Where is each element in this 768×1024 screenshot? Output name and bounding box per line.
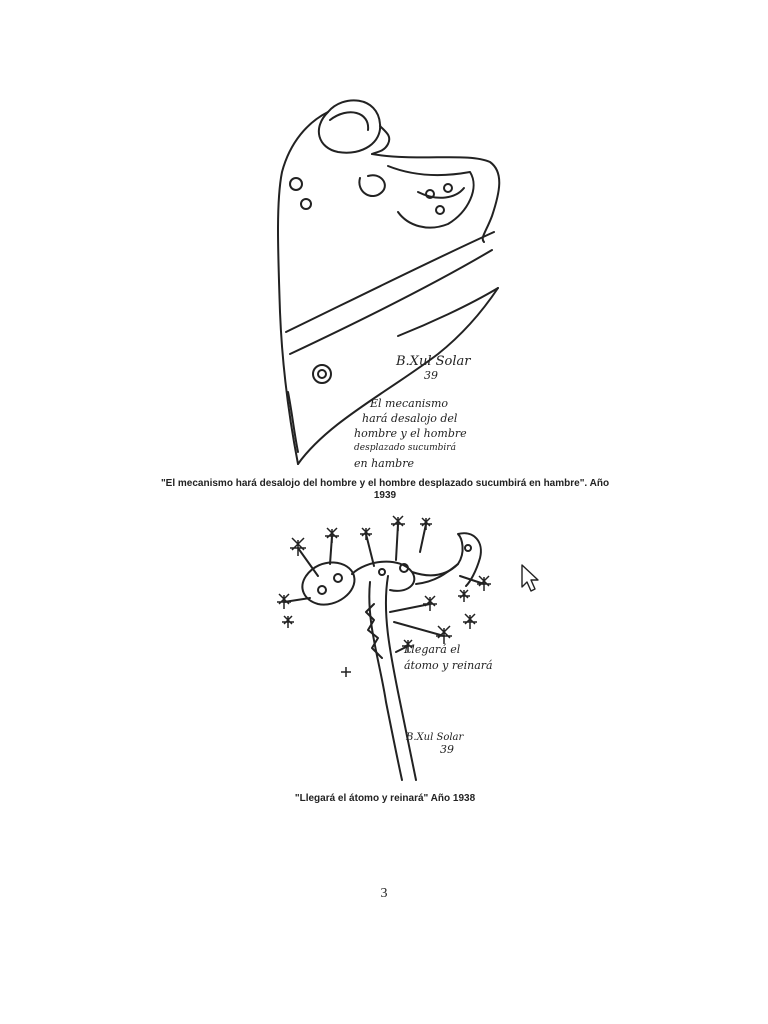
arrow-cursor-icon [520, 563, 542, 593]
inscription-line: en hambre [354, 457, 414, 470]
inscription-line: El mecanismo [370, 397, 449, 410]
figure-caption: "Llegará el átomo y reinará" Año 1938 [294, 793, 476, 804]
handwritten-inscription [354, 396, 512, 471]
inscription-line: desplazado sucumbirá [354, 443, 456, 453]
inscription-line: átomo y reinará [404, 659, 493, 672]
signature-text: B.Xul Solar [396, 354, 471, 369]
page-number: 3 [380, 886, 388, 901]
inscription-line: hará desalojo del [362, 412, 458, 425]
signature-year: 39 [424, 369, 438, 382]
handwritten-inscription [404, 642, 514, 674]
figure-mecanismo-drawing [268, 92, 512, 474]
handwritten-signature [406, 732, 514, 756]
signature-year: 39 [440, 743, 454, 756]
figure-caption: "El mecanismo hará desalojo del hombre y el hombre desplazado sucumbirá en hambre". Año 1939 [160, 478, 610, 501]
inscription-line: hombre y el hombre [354, 427, 467, 440]
signature-text: B.Xul Solar [406, 732, 464, 743]
inscription-line: Llegará el [404, 643, 461, 656]
handwritten-signature [396, 354, 512, 382]
figure-atomo-drawing [270, 512, 514, 788]
